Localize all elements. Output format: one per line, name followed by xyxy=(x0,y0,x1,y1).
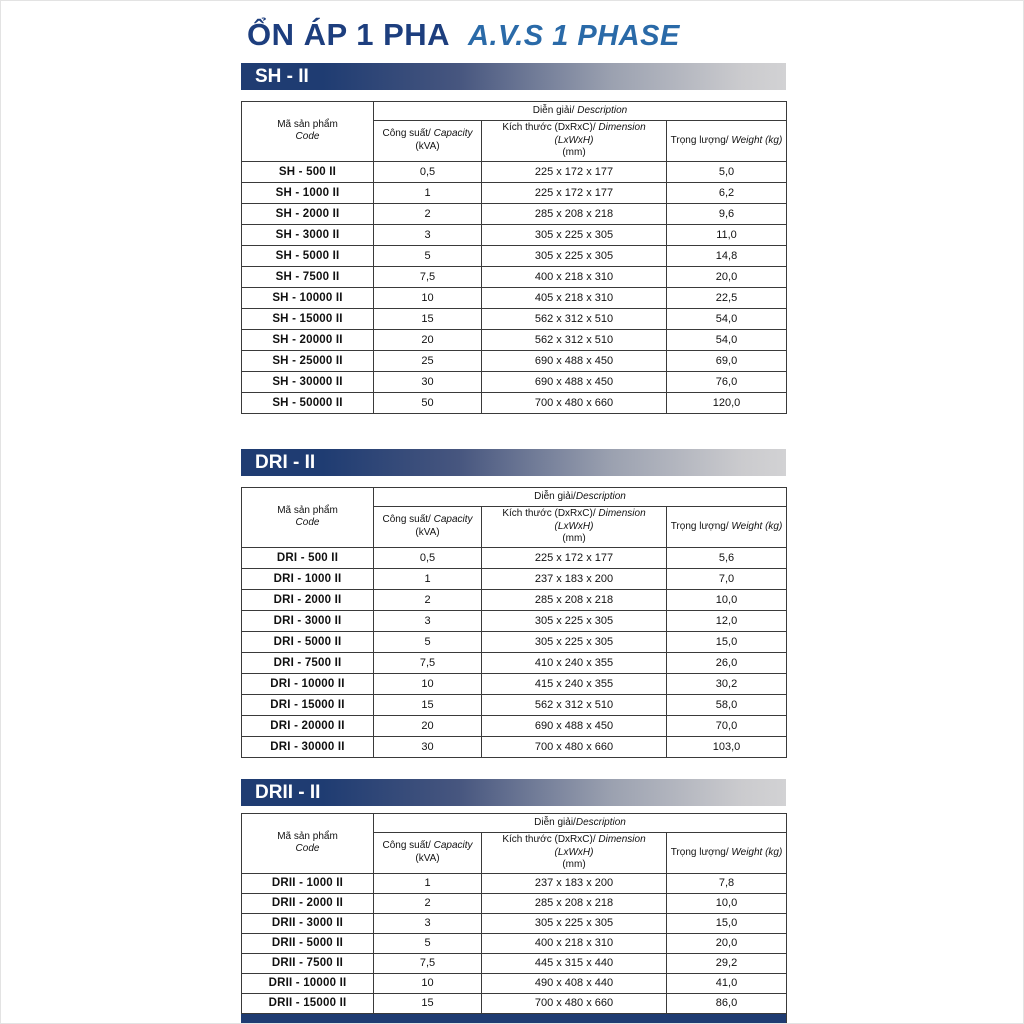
dimension-cell: 562 x 312 x 510 xyxy=(482,329,667,350)
code-cell: SH - 25000 II xyxy=(242,350,374,371)
table-row xyxy=(242,673,787,694)
dimension-cell: 305 x 225 x 305 xyxy=(482,913,667,933)
table-row xyxy=(242,203,787,224)
code-cell: DRI - 5000 II xyxy=(242,631,374,652)
dimension-cell: 562 x 312 x 510 xyxy=(482,694,667,715)
code-cell: DRI - 3000 II xyxy=(242,610,374,631)
table-row xyxy=(242,589,787,610)
code-cell: SH - 3000 II xyxy=(242,224,374,245)
code-cell: DRII - 10000 II xyxy=(242,973,374,993)
capacity-cell: 1 xyxy=(374,182,482,203)
weight-cell: 58,0 xyxy=(667,694,787,715)
weight-cell: 54,0 xyxy=(667,308,787,329)
header-weight: Trọng lượng/ Weight (kg) xyxy=(667,833,787,874)
weight-cell: 26,0 xyxy=(667,652,787,673)
capacity-cell: 1 xyxy=(374,568,482,589)
weight-cell: 120,0 xyxy=(667,392,787,413)
code-cell: SH - 30000 II xyxy=(242,371,374,392)
capacity-cell: 1 xyxy=(374,873,482,893)
dimension-cell: 285 x 208 x 218 xyxy=(482,589,667,610)
code-cell: DRI - 30000 II xyxy=(242,736,374,757)
code-cell: SH - 7500 II xyxy=(242,266,374,287)
dimension-cell: 690 x 488 x 450 xyxy=(482,715,667,736)
capacity-cell: 5 xyxy=(374,631,482,652)
section-header-bar xyxy=(241,63,786,90)
capacity-cell: 50 xyxy=(374,392,482,413)
weight-cell: 76,0 xyxy=(667,371,787,392)
capacity-cell: 10 xyxy=(374,287,482,308)
weight-cell: 30,2 xyxy=(667,673,787,694)
capacity-cell: 20 xyxy=(374,715,482,736)
table-row xyxy=(242,913,787,933)
header-desc-en: Description xyxy=(575,490,626,502)
section-header-bar xyxy=(241,779,786,806)
code-cell: DRI - 7500 II xyxy=(242,652,374,673)
weight-cell: 70,0 xyxy=(667,715,787,736)
dimension-cell: 690 x 488 x 450 xyxy=(482,371,667,392)
weight-cell: 9,6 xyxy=(667,203,787,224)
table-row xyxy=(242,873,787,893)
weight-cell: 7,0 xyxy=(667,568,787,589)
dimension-cell: 415 x 240 x 355 xyxy=(482,673,667,694)
header-desc-en: Description xyxy=(575,816,626,828)
table-row xyxy=(242,547,787,568)
header-desc-vi: Diễn giải/ xyxy=(534,490,576,502)
code-cell: DRII - 1000 II xyxy=(242,873,374,893)
weight-cell: 11,0 xyxy=(667,224,787,245)
spec-table-body xyxy=(242,547,787,757)
header-code xyxy=(242,102,374,162)
spec-table-sh-ii xyxy=(241,101,787,414)
weight-cell: 15,0 xyxy=(667,631,787,652)
header-code-vi: Mã sản phẩm xyxy=(277,118,338,130)
weight-cell: 86,0 xyxy=(667,993,787,1013)
capacity-cell: 3 xyxy=(374,224,482,245)
dimension-cell: 490 x 408 x 440 xyxy=(482,973,667,993)
capacity-cell: 25 xyxy=(374,350,482,371)
capacity-cell: 7,5 xyxy=(374,652,482,673)
capacity-cell: 5 xyxy=(374,245,482,266)
table-row xyxy=(242,371,787,392)
table-row xyxy=(242,736,787,757)
code-cell: DRII - 7500 II xyxy=(242,953,374,973)
capacity-cell: 30 xyxy=(374,371,482,392)
table-row xyxy=(242,715,787,736)
table-row xyxy=(242,953,787,973)
header-code-en: Code xyxy=(295,131,320,143)
capacity-cell: 0,5 xyxy=(374,161,482,182)
table-row xyxy=(242,161,787,182)
table-row xyxy=(242,266,787,287)
table-row xyxy=(242,694,787,715)
capacity-cell: 7,5 xyxy=(374,953,482,973)
header-code xyxy=(242,488,374,548)
dimension-cell: 285 x 208 x 218 xyxy=(482,203,667,224)
weight-cell: 103,0 xyxy=(667,736,787,757)
code-cell: SH - 15000 II xyxy=(242,308,374,329)
table-row xyxy=(242,329,787,350)
header-code-en: Code xyxy=(295,843,320,855)
dimension-cell: 690 x 488 x 450 xyxy=(482,350,667,371)
table-row xyxy=(242,392,787,413)
dimension-cell: 445 x 315 x 440 xyxy=(482,953,667,973)
page-title xyxy=(247,17,680,53)
section-header-bar xyxy=(241,449,786,476)
header-weight: Trọng lượng/ Weight (kg) xyxy=(667,121,787,162)
dimension-cell: 285 x 208 x 218 xyxy=(482,893,667,913)
weight-cell: 29,2 xyxy=(667,953,787,973)
header-description xyxy=(374,488,787,507)
code-cell: DRII - 3000 II xyxy=(242,913,374,933)
weight-cell: 10,0 xyxy=(667,589,787,610)
header-code-en: Code xyxy=(295,517,320,529)
header-dimension: Kích thước (DxRxC)/ Dimension (LxWxH) (mm) xyxy=(482,507,667,548)
dimension-cell: 225 x 172 x 177 xyxy=(482,182,667,203)
capacity-cell: 2 xyxy=(374,893,482,913)
table-row xyxy=(242,652,787,673)
capacity-cell: 5 xyxy=(374,933,482,953)
section-sh-ii xyxy=(241,63,786,414)
capacity-cell: 15 xyxy=(374,694,482,715)
capacity-cell: 3 xyxy=(374,913,482,933)
dimension-cell: 305 x 225 x 305 xyxy=(482,631,667,652)
code-cell: DRII - 15000 II xyxy=(242,993,374,1013)
capacity-cell: 10 xyxy=(374,973,482,993)
table-row xyxy=(242,287,787,308)
weight-cell: 6,2 xyxy=(667,182,787,203)
spec-table-drii-ii xyxy=(241,813,787,1024)
weight-cell: 12,0 xyxy=(667,610,787,631)
code-cell: SH - 20000 II xyxy=(242,329,374,350)
footer-accent-bar xyxy=(241,1014,786,1023)
dimension-cell: 400 x 218 x 310 xyxy=(482,266,667,287)
code-cell: SH - 5000 II xyxy=(242,245,374,266)
capacity-cell: 30 xyxy=(374,736,482,757)
capacity-cell: 7,5 xyxy=(374,266,482,287)
code-cell: SH - 500 II xyxy=(242,161,374,182)
dimension-cell: 237 x 183 x 200 xyxy=(482,568,667,589)
weight-cell: 54,0 xyxy=(667,329,787,350)
weight-cell: 20,0 xyxy=(667,933,787,953)
capacity-cell: 20 xyxy=(374,329,482,350)
code-cell: DRI - 15000 II xyxy=(242,694,374,715)
table-row xyxy=(242,933,787,953)
header-description xyxy=(374,102,787,121)
capacity-cell: 10 xyxy=(374,673,482,694)
header-dimension: Kích thước (DxRxC)/ Dimension (LxWxH) (mm) xyxy=(482,833,667,874)
table-row xyxy=(242,973,787,993)
section-title: DRI - II xyxy=(255,452,316,473)
header-dimension: Kích thước (DxRxC)/ Dimension (LxWxH) (mm) xyxy=(482,121,667,162)
section-drii-ii xyxy=(241,779,786,1024)
dimension-cell: 562 x 312 x 510 xyxy=(482,308,667,329)
header-code-vi: Mã sản phẩm xyxy=(277,504,338,516)
dimension-cell: 700 x 480 x 660 xyxy=(482,993,667,1013)
dimension-cell: 405 x 218 x 310 xyxy=(482,287,667,308)
weight-cell: 22,5 xyxy=(667,287,787,308)
capacity-cell: 0,5 xyxy=(374,547,482,568)
title-vietnamese: ỔN ÁP 1 PHA xyxy=(247,17,451,52)
weight-cell: 7,8 xyxy=(667,873,787,893)
capacity-cell: 15 xyxy=(374,308,482,329)
header-capacity: Công suất/ Capacity (kVA) xyxy=(374,833,482,874)
header-desc-vi: Diễn giải/ xyxy=(534,816,576,828)
weight-cell: 41,0 xyxy=(667,973,787,993)
header-code xyxy=(242,814,374,874)
capacity-cell: 2 xyxy=(374,589,482,610)
capacity-cell: 3 xyxy=(374,610,482,631)
section-title: DRII - II xyxy=(255,782,321,803)
code-cell: DRII - 5000 II xyxy=(242,933,374,953)
dimension-cell: 305 x 225 x 305 xyxy=(482,245,667,266)
header-capacity: Công suất/ Capacity (kVA) xyxy=(374,507,482,548)
code-cell: SH - 1000 II xyxy=(242,182,374,203)
spec-table-body xyxy=(242,873,787,1024)
weight-cell: 5,6 xyxy=(667,547,787,568)
weight-cell: 14,8 xyxy=(667,245,787,266)
table-row xyxy=(242,224,787,245)
dimension-cell: 700 x 480 x 660 xyxy=(482,392,667,413)
header-desc-vi: Diễn giải/ xyxy=(532,104,575,116)
section-dri-ii xyxy=(241,449,786,758)
dimension-cell: 305 x 225 x 305 xyxy=(482,610,667,631)
table-row xyxy=(242,893,787,913)
dimension-cell: 237 x 183 x 200 xyxy=(482,873,667,893)
title-english: A.V.S 1 PHASE xyxy=(468,20,680,52)
table-row xyxy=(242,631,787,652)
table-row xyxy=(242,245,787,266)
code-cell: SH - 2000 II xyxy=(242,203,374,224)
code-cell: DRI - 500 II xyxy=(242,547,374,568)
weight-cell: 69,0 xyxy=(667,350,787,371)
table-row xyxy=(242,308,787,329)
capacity-cell: 15 xyxy=(374,993,482,1013)
table-row xyxy=(242,610,787,631)
weight-cell: 20,0 xyxy=(667,266,787,287)
code-cell: SH - 10000 II xyxy=(242,287,374,308)
section-title: SH - II xyxy=(255,66,309,87)
code-cell: DRI - 20000 II xyxy=(242,715,374,736)
header-description xyxy=(374,814,787,833)
header-code-vi: Mã sản phẩm xyxy=(277,830,338,842)
table-row xyxy=(242,993,787,1013)
header-desc-en: Description xyxy=(574,104,628,116)
code-cell: DRI - 2000 II xyxy=(242,589,374,610)
table-row xyxy=(242,568,787,589)
dimension-cell: 225 x 172 x 177 xyxy=(482,547,667,568)
spec-table-dri-ii xyxy=(241,487,787,758)
capacity-cell: 2 xyxy=(374,203,482,224)
code-cell: DRI - 1000 II xyxy=(242,568,374,589)
weight-cell: 5,0 xyxy=(667,161,787,182)
dimension-cell: 225 x 172 x 177 xyxy=(482,161,667,182)
dimension-cell: 410 x 240 x 355 xyxy=(482,652,667,673)
spec-table-body xyxy=(242,161,787,413)
code-cell: SH - 50000 II xyxy=(242,392,374,413)
dimension-cell: 700 x 480 x 660 xyxy=(482,736,667,757)
dimension-cell: 305 x 225 x 305 xyxy=(482,224,667,245)
weight-cell: 15,0 xyxy=(667,913,787,933)
header-capacity: Công suất/ Capacity (kVA) xyxy=(374,121,482,162)
weight-cell: 10,0 xyxy=(667,893,787,913)
table-row xyxy=(242,182,787,203)
header-weight: Trọng lượng/ Weight (kg) xyxy=(667,507,787,548)
table-row xyxy=(242,350,787,371)
dimension-cell: 400 x 218 x 310 xyxy=(482,933,667,953)
code-cell: DRII - 2000 II xyxy=(242,893,374,913)
code-cell: DRI - 10000 II xyxy=(242,673,374,694)
